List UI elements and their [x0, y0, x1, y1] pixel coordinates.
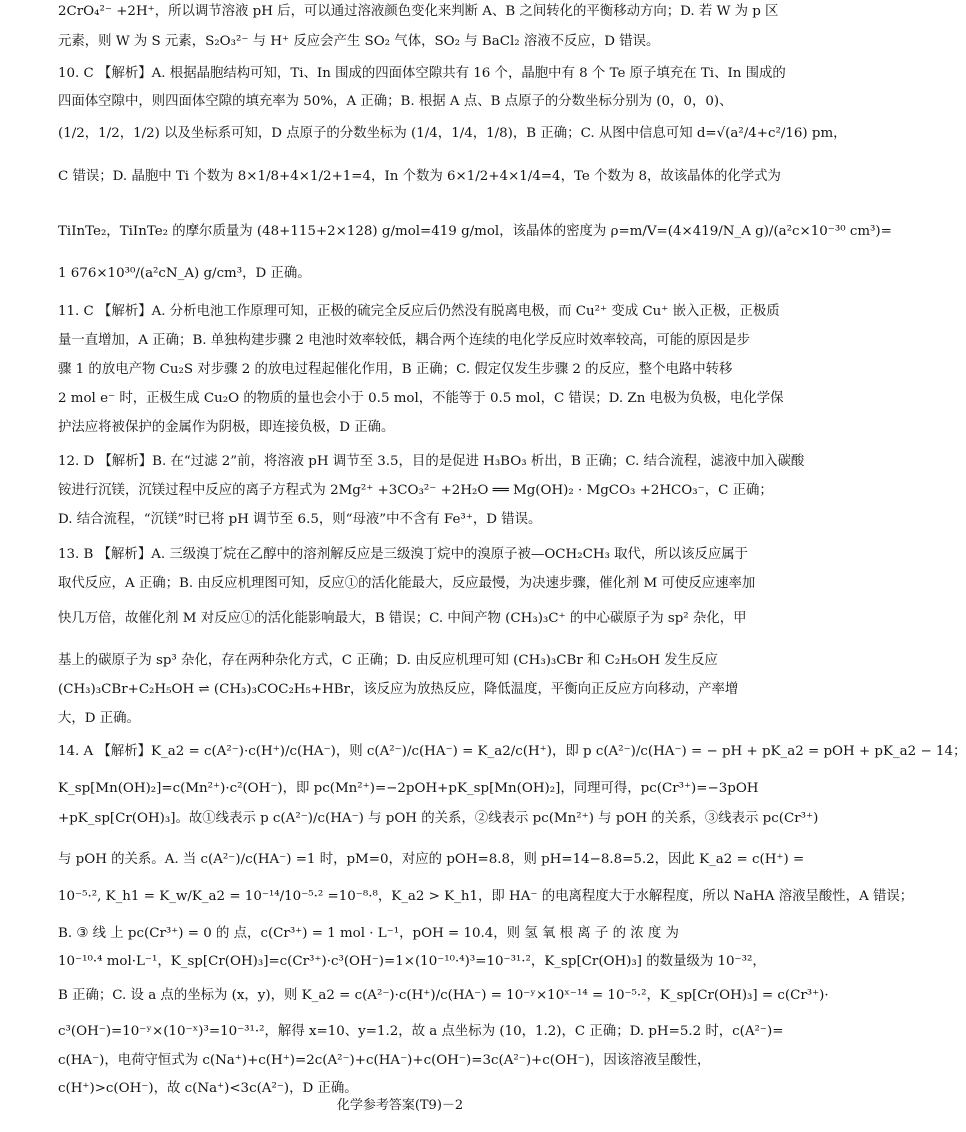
- text-line: 14. A 【解析】K_a2 = c(A²⁻)·c(H⁺)/c(HA⁻)，则 c(A²⁻)/c(HA⁻) = K_a2/c(H⁺)，即 p c(A²⁻)/c(HA⁻) = − pH + pK_a2 = pOH + pK_a2 − 14；: [58, 744, 966, 759]
- text-line: 10. C 【解析】A. 根据晶胞结构可知，Ti、In 围成的四面体空隙共有 16 个，晶胞中有 8 个 Te 原子填充在 Ti、In 围成的: [58, 66, 786, 81]
- text-line: 11. C 【解析】A. 分析电池工作原理可知，正极的硫完全反应后仍然没有脱离电极，而 Cu²⁺ 变成 Cu⁺ 嵌入正极，正极质: [58, 304, 780, 319]
- text-line: (1/2，1/2，1/2) 以及坐标系可知，D 点原子的分数坐标为 (1/4，1/4，1/8)，B 正确；C. 从图中信息可知 d=√(a²/4+c²/16) pm，: [58, 126, 847, 141]
- text-line: 取代反应，A 正确；B. 由反应机理图可知，反应①的活化能最大，反应最慢，为决速步骤，催化剂 M 可使反应速率加: [58, 576, 756, 591]
- text-line: 骤 1 的放电产物 Cu₂S 对步骤 2 的放电过程起催化作用，B 正确；C. 假定仅发生步骤 2 的反应，整个电路中转移: [58, 362, 733, 377]
- text-line: 13. B 【解析】A. 三级溴丁烷在乙醇中的溶剂解反应是三级溴丁烷中的溴原子被—OCH₂CH₃ 取代，所以该反应属于: [58, 547, 749, 562]
- text-line: 快几万倍，故催化剂 M 对反应①的活化能影响最大，B 错误；C. 中间产物 (CH₃)₃C⁺ 的中心碳原子为 sp² 杂化，甲: [58, 611, 747, 626]
- text-line: (CH₃)₃CBr+C₂H₅OH ⇌ (CH₃)₃COC₂H₅+HBr，该反应为放热反应，降低温度，平衡向正反应方向移动，产率增: [58, 682, 739, 697]
- text-line: 量一直增加，A 正确；B. 单独构建步骤 2 电池时效率较低，耦合两个连续的电化学反应时效率较高，可能的原因是步: [58, 333, 751, 348]
- text-line: 铵进行沉镁，沉镁过程中反应的离子方程式为 2Mg²⁺ +3CO₃²⁻ +2H₂O ══ Mg(OH)₂ · MgCO₃ +2HCO₃⁻，C 正确；: [58, 483, 773, 498]
- text-line: TiInTe₂，TiInTe₂ 的摩尔质量为 (48+115+2×128) g/mol=419 g/mol，该晶体的密度为 ρ=m/V=(4×419/N_A g)/(a²c×10⁻³⁰ cm³)=: [58, 224, 892, 239]
- text-line: K_sp[Mn(OH)₂]=c(Mn²⁺)·c²(OH⁻)，即 pc(Mn²⁺)=−2pOH+pK_sp[Mn(OH)₂]，同理可得，pc(Cr³⁺)=−3pOH: [58, 781, 759, 796]
- text-line: +pK_sp[Cr(OH)₃]。故①线表示 p c(A²⁻)/c(HA⁻) 与 pOH 的关系，②线表示 pc(Mn²⁺) 与 pOH 的关系，③线表示 pc(Cr³⁺): [58, 811, 819, 826]
- text-line: B 正确；C. 设 a 点的坐标为 (x，y)，则 K_a2 = c(A²⁻)·c(H⁺)/c(HA⁻) = 10⁻ʸ×10ˣ⁻¹⁴ = 10⁻⁵·²，K_sp[Cr(OH)₃] = c(Cr³⁺)·: [58, 988, 829, 1003]
- text-line: C 错误；D. 晶胞中 Ti 个数为 8×1/8+4×1/2+1=4，In 个数为 6×1/2+4×1/4=4，Te 个数为 8，故该晶体的化学式为: [58, 169, 781, 184]
- text-line: B. ③ 线 上 pc(Cr³⁺) = 0 的 点，c(Cr³⁺) = 1 mol · L⁻¹，pOH = 10.4，则 氢 氧 根 离 子 的 浓 度 为: [58, 926, 679, 941]
- text-line: 基上的碳原子为 sp³ 杂化，存在两种杂化方式，C 正确；D. 由反应机理可知 (CH₃)₃CBr 和 C₂H₅OH 发生反应: [58, 653, 718, 668]
- text-line: 大，D 正确。: [58, 711, 140, 726]
- text-line: 10⁻⁵·², K_h1 = K_w/K_a2 = 10⁻¹⁴/10⁻⁵·² =10⁻⁸·⁸，K_a2 > K_h1，即 HA⁻ 的电离程度大于水解程度，所以 NaHA 溶液呈酸性，A 错误；: [58, 889, 914, 904]
- text-line: 12. D 【解析】B. 在“过滤 2”前，将溶液 pH 调节至 3.5，目的是促进 H₃BO₃ 析出，B 正确；C. 结合流程，滤液中加入碳酸: [58, 454, 805, 469]
- text-line: 10⁻¹⁰·⁴ mol·L⁻¹，K_sp[Cr(OH)₃]=c(Cr³⁺)·c³(OH⁻)=1×(10⁻¹⁰·⁴)³=10⁻³¹·²，K_sp[Cr(OH)₃] 的数量级为 10⁻³²，: [58, 954, 766, 969]
- text-line: 1 676×10³⁰/(a²cN_A) g/cm³，D 正确。: [58, 266, 311, 281]
- text-line: 元素，则 W 为 S 元素，S₂O₃²⁻ 与 H⁺ 反应会产生 SO₂ 气体，SO₂ 与 BaCl₂ 溶液不反应，D 错误。: [58, 34, 660, 49]
- text-line: 2 mol e⁻ 时，正极生成 Cu₂O 的物质的量也会小于 0.5 mol，不能等于 0.5 mol，C 错误；D. Zn 电极为负极，电化学保: [58, 391, 784, 406]
- text-line: 四面体空隙中，则四面体空隙的填充率为 50%，A 正确；B. 根据 A 点、B 点原子的分数坐标分别为 (0，0，0)、: [58, 94, 733, 109]
- text-line: c³(OH⁻)=10⁻ʸ×(10⁻ˣ)³=10⁻³¹·²，解得 x=10、y=1.2，故 a 点坐标为 (10，1.2)，C 正确；D. pH=5.2 时，c(A²⁻)=: [58, 1024, 784, 1039]
- text-line: c(HA⁻)，电荷守恒式为 c(Na⁺)+c(H⁺)=2c(A²⁻)+c(HA⁻)+c(OH⁻)=3c(A²⁻)+c(OH⁻)，因该溶液呈酸性，: [58, 1053, 711, 1068]
- text-line: 护法应将被保护的金属作为阴极，即连接负极，D 正确。: [58, 420, 395, 435]
- page-footer: 化学参考答案(T9)－2: [336, 1098, 464, 1113]
- text-line: c(H⁺)>c(OH⁻)，故 c(Na⁺)<3c(A²⁻)，D 正确。: [58, 1081, 358, 1096]
- text-line: 2CrO₄²⁻ +2H⁺，所以调节溶液 pH 后，可以通过溶液颜色变化来判断 A、B 之间转化的平衡移动方向；D. 若 W 为 p 区: [58, 4, 779, 19]
- text-line: 与 pOH 的关系。A. 当 c(A²⁻)/c(HA⁻) =1 时，pM=0，对应的 pOH=8.8，则 pH=14−8.8=5.2，因此 K_a2 = c(H⁺) =: [58, 852, 805, 867]
- text-line: D. 结合流程，“沉镁”时已将 pH 调节至 6.5，则“母液”中不含有 Fe³⁺，D 错误。: [58, 512, 542, 527]
